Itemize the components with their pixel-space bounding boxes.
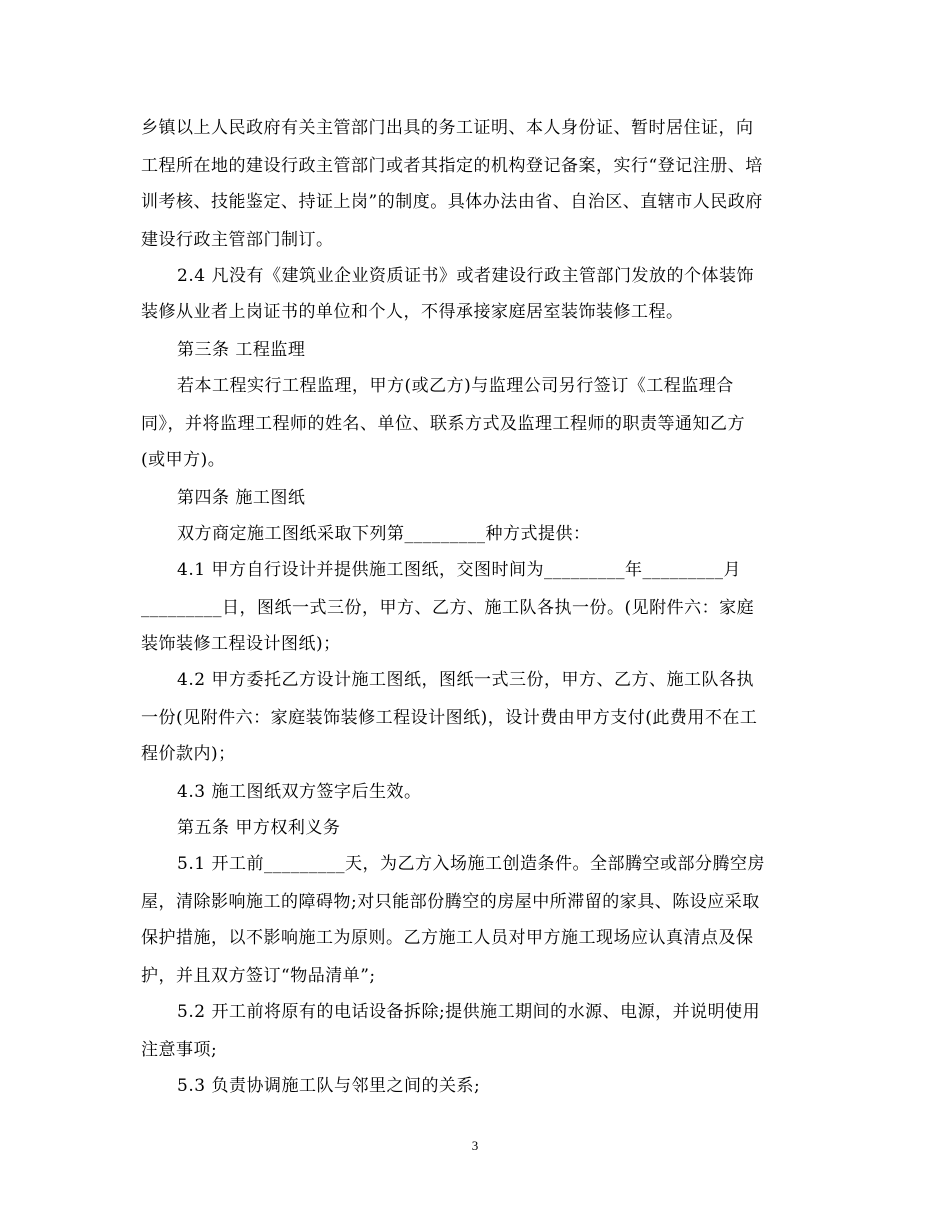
text-line: 双方商定施工图纸采取下列第_________种方式提供： (177, 524, 591, 544)
text-line: 程价款内)； (141, 744, 236, 764)
text-line: 同》，并将监理工程师的姓名、单位、联系方式及监理工程师的职责等通知乙方 (141, 414, 745, 434)
text-line: 乡镇以上人民政府有关主管部门出具的务工证明、本人身份证、暂时居住证，向 (141, 118, 754, 138)
clause-2-4: 2.4 凡没有《建筑业企业资质证书》或者建设行政主管部门发放的个体装饰 (177, 266, 754, 286)
clause-4-3: 4.3 施工图纸双方签字后生效。 (177, 782, 422, 802)
text-line: 建设行政主管部门制订。 (141, 230, 334, 250)
clause-5-3: 5.3 负责协调施工队与邻里之间的关系; (177, 1076, 481, 1096)
text-line: 若本工程实行工程监理，甲方(或乙方)与监理公司另行签订《工程监理合 (177, 376, 734, 396)
clause-5-2: 5.2 开工前将原有的电话设备拆除;提供施工期间的水源、电源，并说明使用 (177, 1002, 761, 1022)
clause-4-1: 4.1 甲方自行设计并提供施工图纸，交图时间为_________年_________月 (177, 560, 741, 580)
clause-4-2: 4.2 甲方委托乙方设计施工图纸，图纸一式三份，甲方、乙方、施工队各执 (177, 670, 754, 690)
article-heading: 第四条 施工图纸 (177, 488, 306, 508)
article-heading: 第三条 工程监理 (177, 340, 306, 360)
text-line: 装修从业者上岗证书的单位和个人，不得承接家庭居室装饰装修工程。 (141, 302, 684, 322)
text-line: 工程所在地的建设行政主管部门或者其指定的机构登记备案，实行“登记注册、培 (141, 156, 763, 176)
text-line: 注意事项; (141, 1040, 218, 1060)
page-number: 3 (471, 1138, 479, 1153)
text-line: 护，并且双方签订“物品清单”; (141, 966, 376, 986)
clause-5-1: 5.1 开工前_________天，为乙方入场施工创造条件。全部腾空或部分腾空房 (177, 854, 765, 874)
text-line: _________日，图纸一式三份，甲方、乙方、施工队各执一份。(见附件六：家庭 (141, 598, 755, 618)
text-line: 一份(见附件六：家庭装饰装修工程设计图纸)，设计费由甲方支付(此费用不在工 (141, 708, 758, 728)
article-heading: 第五条 甲方权利义务 (177, 818, 341, 838)
text-line: 屋，清除影响施工的障碍物;对只能部份腾空的房屋中所滞留的家具、陈设应采取 (141, 892, 760, 912)
text-line: 装饰装修工程设计图纸)； (141, 634, 341, 654)
text-line: (或甲方)。 (141, 450, 226, 470)
text-line: 训考核、技能鉴定、持证上岗”的制度。具体办法由省、自治区、直辖市人民政府 (141, 192, 763, 212)
text-line: 保护措施，以不影响施工为原则。乙方施工人员对甲方施工现场应认真清点及保 (141, 928, 754, 948)
